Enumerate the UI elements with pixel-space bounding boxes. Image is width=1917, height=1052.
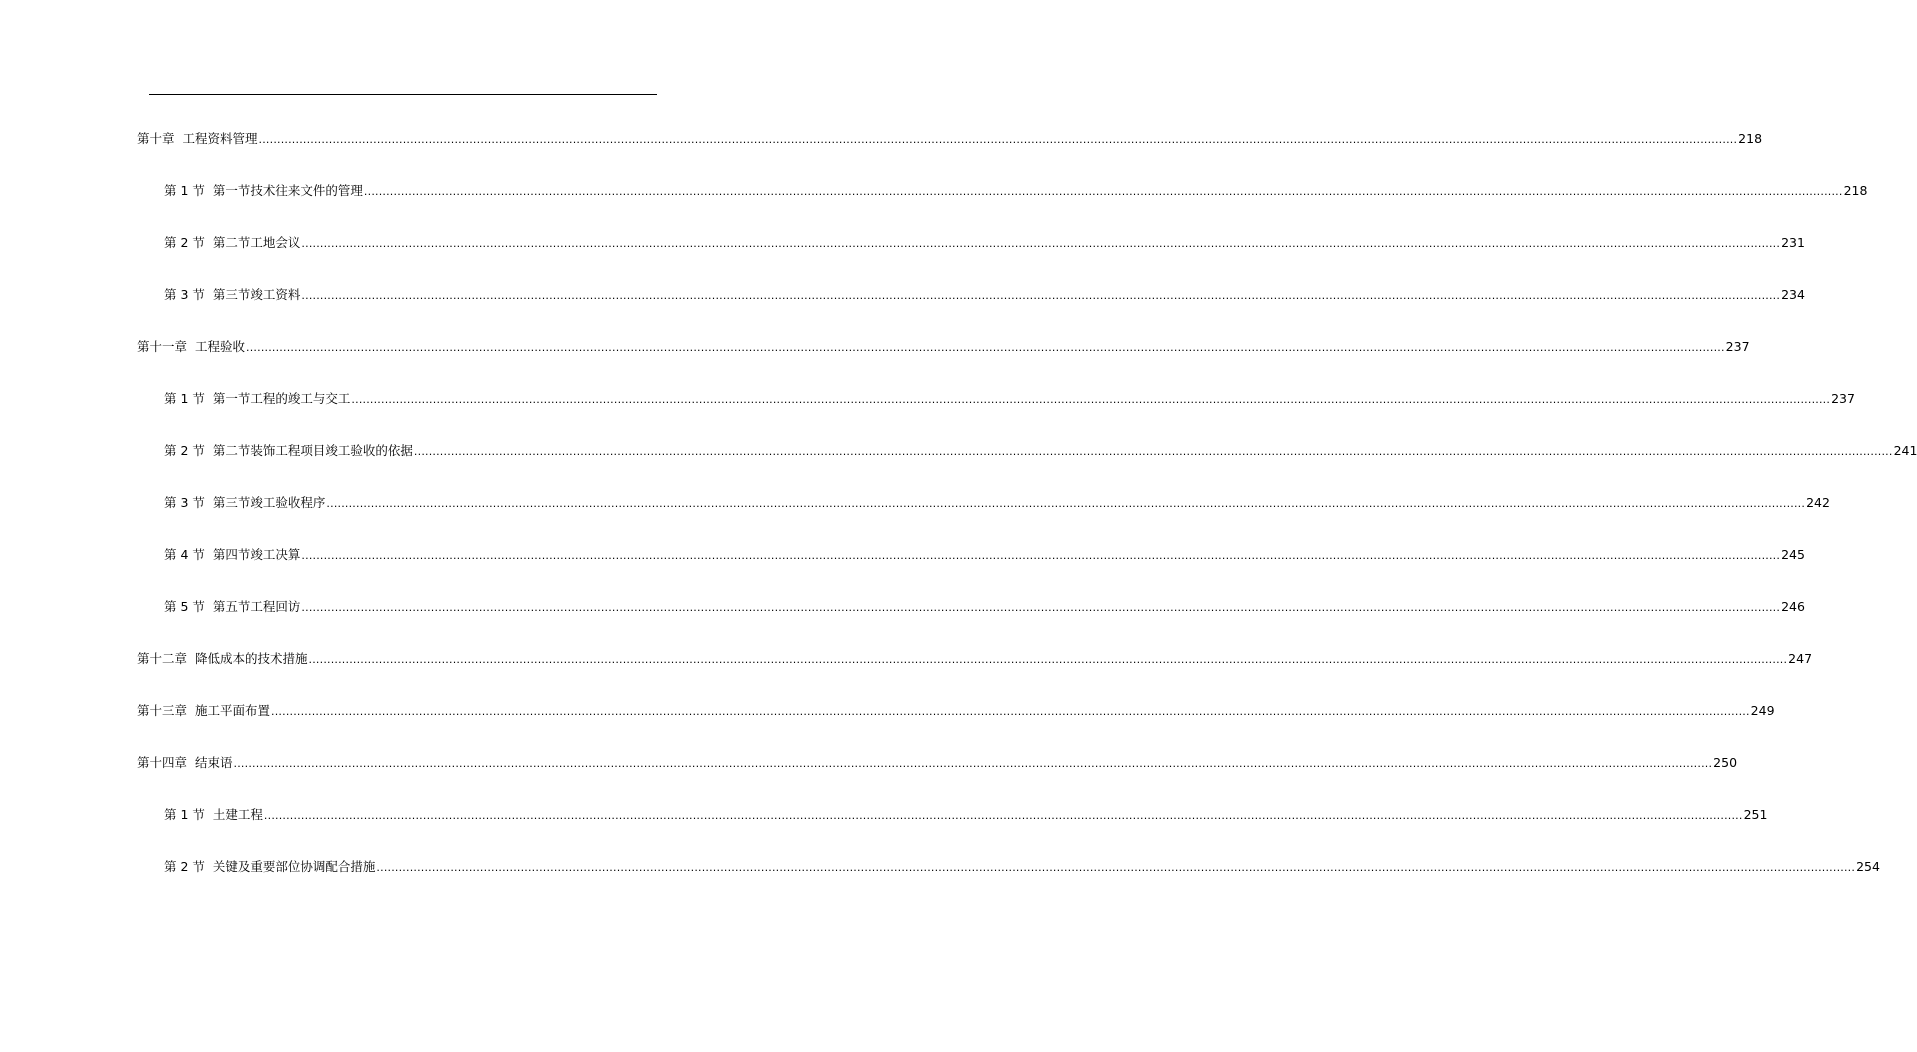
toc-entry xyxy=(164,857,1880,877)
toc-entry-page: 247 xyxy=(1788,651,1813,666)
toc-leader-dots: ................................................................................................................................................................................................................................................................................................................................................................................................................ xyxy=(301,601,1781,614)
toc-entry-page: 250 xyxy=(1713,755,1738,770)
toc-entry-page: 251 xyxy=(1743,807,1768,822)
toc-entry-number: 第 1 节 xyxy=(164,183,205,198)
toc-entry-number: 第 4 节 xyxy=(164,547,205,562)
toc-entry-title: 第五节工程回访 xyxy=(212,599,301,614)
toc-leader-dots: ................................................................................................................................................................................................................................................................................................................................................................................................................ xyxy=(376,861,1856,874)
toc-entry-title: 第四节竣工决算 xyxy=(212,547,301,562)
toc-leader-dots: ................................................................................................................................................................................................................................................................................................................................................................................................................ xyxy=(301,549,1781,562)
toc-entry xyxy=(164,181,1868,201)
toc-leader-dots: ................................................................................................................................................................................................................................................................................................................................................................................................................ xyxy=(246,341,1725,354)
toc-entry-number: 第 3 节 xyxy=(164,287,205,302)
toc-entry-page: 249 xyxy=(1750,703,1775,718)
toc-entry-page: 254 xyxy=(1856,859,1880,874)
toc-leader-dots: ................................................................................................................................................................................................................................................................................................................................................................................................................ xyxy=(351,393,1831,406)
toc-entry-title: 第一节工程的竣工与交工 xyxy=(212,391,351,406)
toc-leader-dots: ................................................................................................................................................................................................................................................................................................................................................................................................................ xyxy=(258,133,1738,146)
toc-entry-number: 第 2 节 xyxy=(164,859,205,874)
toc-entry-title: 关键及重要部位协调配合措施 xyxy=(212,859,376,874)
toc-entry xyxy=(137,129,1763,149)
toc-entry-page: 245 xyxy=(1781,547,1805,562)
toc-entry-title: 第二节工地会议 xyxy=(212,235,301,250)
toc-leader-dots: ................................................................................................................................................................................................................................................................................................................................................................................................................ xyxy=(413,445,1893,458)
toc-entry-number: 第 1 节 xyxy=(164,391,205,406)
toc-entry-title: 第一节技术往来文件的管理 xyxy=(212,183,363,198)
toc-entry-number: 第十一章 xyxy=(137,339,188,354)
toc-entry-title: 第二节装饰工程项目竣工验收的依据 xyxy=(212,443,413,458)
toc-entry-title: 工程验收 xyxy=(195,339,246,354)
toc-entry-number: 第 3 节 xyxy=(164,495,205,510)
toc-entry-title: 工程资料管理 xyxy=(182,131,258,146)
toc-entry-title: 土建工程 xyxy=(212,807,263,822)
toc-entry-title: 降低成本的技术措施 xyxy=(195,651,308,666)
toc-leader-dots: ................................................................................................................................................................................................................................................................................................................................................................................................................ xyxy=(308,653,1788,666)
toc-entry-number: 第十四章 xyxy=(137,755,188,770)
toc-entry-title: 第三节竣工验收程序 xyxy=(212,495,326,510)
toc-entry-page: 234 xyxy=(1781,287,1805,302)
toc-leader-dots: ................................................................................................................................................................................................................................................................................................................................................................................................................ xyxy=(301,289,1781,302)
toc-leader-dots: ................................................................................................................................................................................................................................................................................................................................................................................................................ xyxy=(263,809,1743,822)
toc-entry xyxy=(164,805,1768,825)
toc-leader-dots: ................................................................................................................................................................................................................................................................................................................................................................................................................ xyxy=(233,757,1713,770)
toc-entry xyxy=(164,597,1805,617)
toc-entry-page: 241 xyxy=(1893,443,1917,458)
toc-entry-number: 第 1 节 xyxy=(164,807,205,822)
toc-leader-dots: ................................................................................................................................................................................................................................................................................................................................................................................................................ xyxy=(326,497,1806,510)
toc-entry-number: 第 2 节 xyxy=(164,235,205,250)
toc-entry-title: 第三节竣工资料 xyxy=(212,287,301,302)
toc-entry-number: 第 2 节 xyxy=(164,443,205,458)
toc-entry xyxy=(164,493,1830,513)
toc-entry-page: 218 xyxy=(1843,183,1868,198)
toc-entry xyxy=(137,701,1775,721)
toc-entry-page: 242 xyxy=(1806,495,1830,510)
toc-entry-number: 第十三章 xyxy=(137,703,188,718)
toc-entry-page: 231 xyxy=(1781,235,1805,250)
toc-entry-page: 218 xyxy=(1738,131,1763,146)
toc-entry xyxy=(164,233,1805,253)
toc-entry-title: 施工平面布置 xyxy=(195,703,271,718)
toc-entry xyxy=(164,285,1805,305)
toc-entry xyxy=(164,389,1855,409)
toc-entry-number: 第十二章 xyxy=(137,651,188,666)
toc-entry-page: 237 xyxy=(1725,339,1750,354)
toc-entry-page: 237 xyxy=(1831,391,1855,406)
toc-entry xyxy=(137,753,1738,773)
toc-entry-title: 结束语 xyxy=(195,755,233,770)
toc-entry xyxy=(137,337,1750,357)
toc-leader-dots: ................................................................................................................................................................................................................................................................................................................................................................................................................ xyxy=(271,705,1750,718)
toc-leader-dots: ................................................................................................................................................................................................................................................................................................................................................................................................................ xyxy=(363,185,1843,198)
toc-entry xyxy=(137,649,1813,669)
toc-entry-number: 第十章 xyxy=(137,131,175,146)
toc-entry xyxy=(164,441,1917,461)
toc-leader-dots: ................................................................................................................................................................................................................................................................................................................................................................................................................ xyxy=(301,237,1781,250)
toc-entry-page: 246 xyxy=(1781,599,1805,614)
toc-entry-number: 第 5 节 xyxy=(164,599,205,614)
toc-entry xyxy=(164,545,1805,565)
